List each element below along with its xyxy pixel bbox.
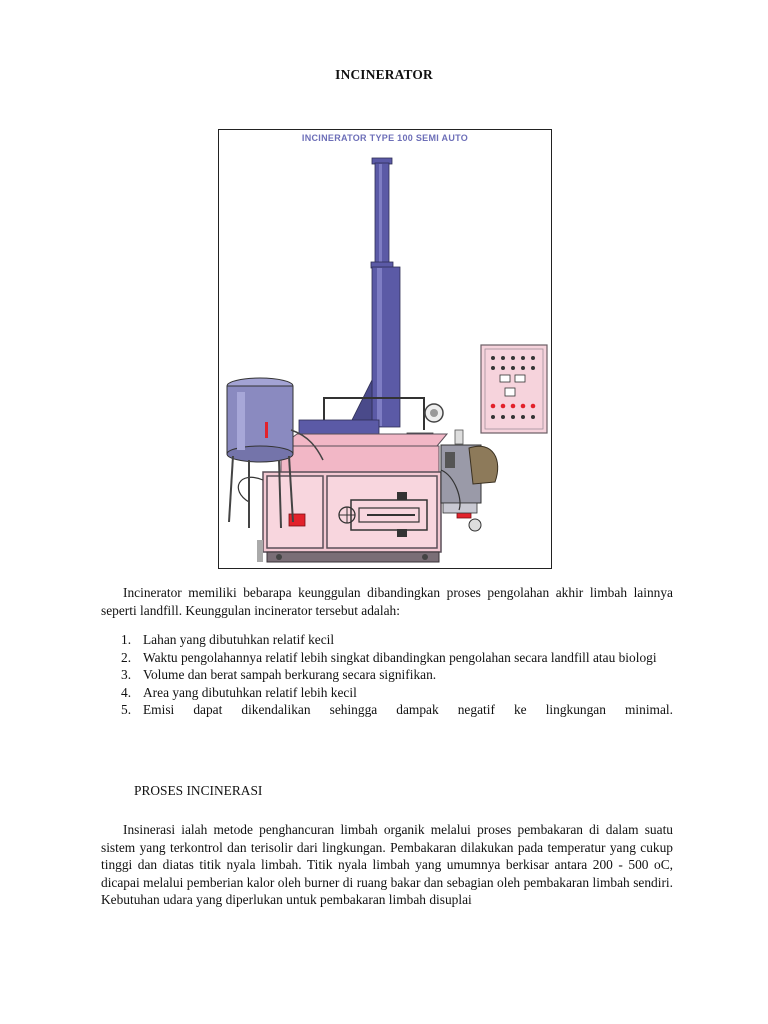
page-title: INCINERATOR xyxy=(335,67,433,82)
section-heading: PROSES INCINERASI xyxy=(134,783,263,798)
incinerator-illustration xyxy=(219,130,551,568)
control-panel xyxy=(481,345,547,433)
advantages-list xyxy=(101,631,673,719)
list-item: 1. Lahan yang dibutuhkan relatif kecil xyxy=(121,632,335,647)
list-item: 3. Volume dan berat sampah berkurang secara signifikan. xyxy=(121,667,437,682)
list-item: 4. Area yang dibutuhkan relatif lebih kecil xyxy=(121,684,357,700)
combustion-chamber xyxy=(257,472,441,562)
list-item: 5. Emisi dapat dikendalikan sehingga dampak negatif ke lingkungan minimal. xyxy=(121,702,673,717)
red-control-box-left xyxy=(289,514,305,526)
list-item: 2. Waktu pengolahannya relatif lebih singkat dibandingkan pengolahan secara landfill atau biologi xyxy=(121,649,657,665)
incinerator-figure xyxy=(218,129,552,569)
process-paragraph: Insinerasi ialah metode penghancuran limbah organik melalui proses pembakaran di dalam suatu sistem yang terkontrol dan terisolir dari lingkungan. Pembakaran dilakukan pada temperatur yang cukup tinggi dan diatas titik nyala limbah. Titik nyala limbah yang umumnya berkisar antara 200 - 500 oC, dicapai melalui pemberian kalor oleh burner di ruang bakar dan sebagian oleh pembakaran limbah sendiri. Kebutuhan udara yang diperlukan untuk pembakaran limbah disuplai xyxy=(101,822,673,907)
figure-caption: INCINERATOR TYPE 100 SEMI AUTO xyxy=(301,133,469,143)
chimney xyxy=(347,158,400,430)
intro-paragraph: Incinerator memiliki bebarapa keunggulan dibandingkan proses pengolahan akhir limbah lainnya seperti landfill. Keunggulan incinerator tersebut adalah: xyxy=(101,585,673,618)
